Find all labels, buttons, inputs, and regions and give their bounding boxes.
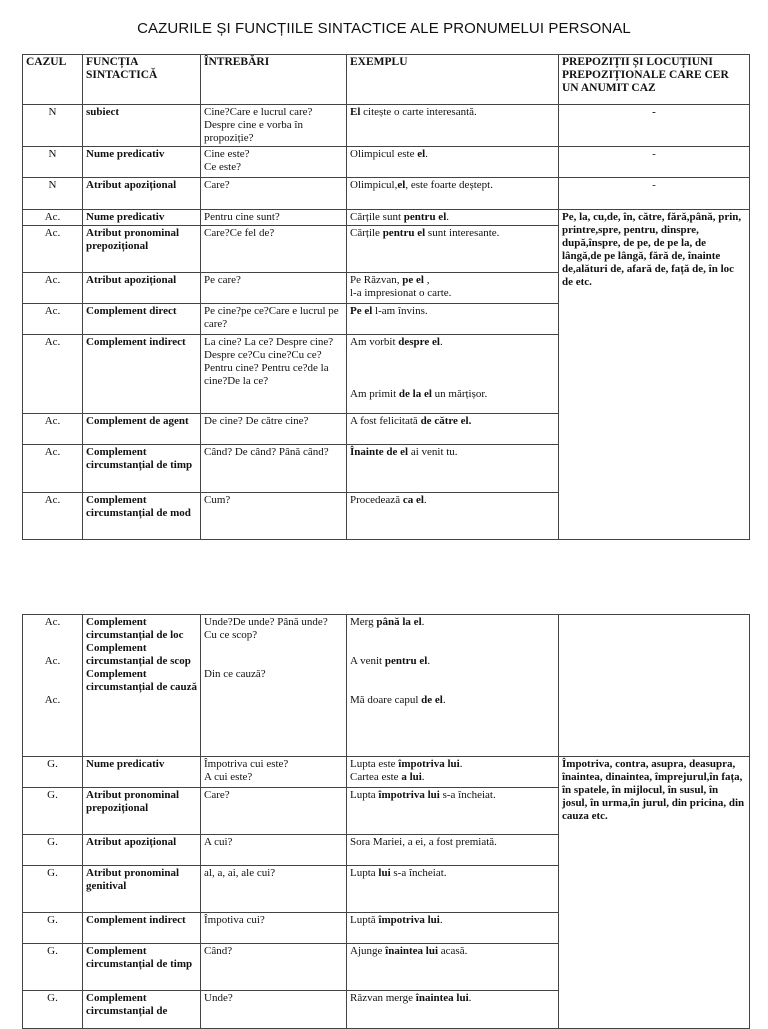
question-text: Cine?Care e lucrul care? [204, 106, 313, 118]
question-text: Când? De când? Până când? [204, 446, 329, 458]
emphasized-pronoun: împotriva lui [378, 789, 440, 801]
example-text: Răzvan merge [350, 992, 416, 1004]
cell-prepozitii-dash: - [559, 147, 750, 178]
emphasized-pronoun: el [417, 148, 426, 160]
cell-functia: Complement circumstanțial de timp [83, 445, 201, 493]
example-text: Ajunge [350, 945, 386, 957]
cell-caz: G. [23, 944, 83, 991]
emphasized-pronoun: lui [378, 867, 391, 879]
table-row [23, 615, 750, 757]
cell-intrebari [201, 944, 347, 991]
cell-exemplu [347, 304, 559, 335]
cell-prepozitii-dash: - [559, 178, 750, 210]
emphasized-pronoun: a lui [401, 771, 422, 783]
cell-functia: Complement circumstanțial de [83, 991, 201, 1029]
question-text: Pe care? [204, 274, 241, 286]
cell-functia: Complement circumstanțial de scop [86, 642, 191, 667]
cell-exemplu [347, 445, 559, 493]
cell-exemplu [347, 493, 559, 540]
example-text: . [427, 655, 431, 667]
cell-intrebari [201, 757, 347, 788]
dash-mark: - [652, 106, 656, 118]
example-text: l-a impresionat o carte. [350, 287, 452, 299]
cell-intrebari [201, 913, 347, 944]
cell-caz: Ac. [23, 445, 83, 493]
cell-intrebari [201, 414, 347, 445]
cell-caz: Ac. [23, 414, 83, 445]
cell-functia: Complement de agent [83, 414, 201, 445]
table-row [23, 105, 750, 147]
cell-functia: Complement circumstanțial de timp [83, 944, 201, 991]
question-text: Despre cine e vorba în propoziție? [204, 119, 303, 144]
example-text: Merg [350, 616, 377, 628]
page-title: CAZURILE ȘI FUNCȚIILE SINTACTICE ALE PRONUMELUI PERSONAL [137, 20, 631, 37]
emphasized-pronoun: de către el. [420, 415, 472, 427]
example-text: , este foarte deștept. [405, 179, 493, 191]
question-text: Pe cine?pe ce?Care e lucrul pe care? [204, 305, 339, 330]
header-row [23, 55, 750, 105]
question-text: Cine este? [204, 148, 250, 160]
example-text: Lupta [350, 867, 379, 879]
cell-caz: N [23, 178, 83, 210]
cell-intrebari [201, 226, 347, 273]
cell-intrebari: Din ce cauză? [204, 668, 266, 680]
cell-intrebari [201, 273, 347, 304]
cell-exemplu [347, 178, 559, 210]
cell-exemplu [347, 991, 559, 1029]
cell-functia: Atribut pronominal prepozițional [83, 226, 201, 273]
cell-caz: G. [23, 788, 83, 835]
syntax-table-1 [22, 54, 750, 540]
cell-exemplu [347, 757, 559, 788]
cell-caz: G. [23, 913, 83, 944]
cell-exemplu-group [347, 615, 559, 757]
cell-intrebari [201, 991, 347, 1029]
emphasized-pronoun: ca el [402, 494, 424, 506]
emphasized-pronoun: Pe el [350, 305, 373, 317]
example-text: . [459, 758, 463, 770]
example-text: . [425, 148, 428, 160]
question-text: Ce este? [204, 161, 241, 173]
header-exemplu: EXEMPLU [347, 55, 559, 105]
emphasized-pronoun: pentru el [382, 227, 426, 239]
cell-caz: Ac. [23, 304, 83, 335]
cell-intrebari [201, 788, 347, 835]
example-text: Olimpicul este [350, 148, 418, 160]
cell-intrebari [201, 493, 347, 540]
example-text: A venit [350, 655, 385, 667]
syntax-table-2 [22, 614, 750, 1029]
cell-intrebari [201, 866, 347, 913]
cell-caz: Ac. [23, 210, 83, 226]
cell-intrebari [201, 210, 347, 226]
cell-prepozitii-genitiv: Împotriva, contra, asupra, deasupra, înaintea, dinaintea, împrejurul,în fața, în spatele, în mijlocul, în susul, în josul, în urma,în jurul, din pricina, din cauza etc. [559, 757, 750, 1029]
question-text: Împotriva cui este? [204, 758, 289, 770]
cell-functia: Atribut pronominal genitival [83, 866, 201, 913]
cell-exemplu [347, 147, 559, 178]
example-text: Olimpicul, [350, 179, 398, 191]
cell-intrebari-group [201, 615, 347, 757]
cell-exemplu [347, 414, 559, 445]
cell-functia: Atribut apozițional [83, 178, 201, 210]
example-text: sunt interesante. [425, 227, 500, 239]
example-text: Mă doare capul [350, 694, 422, 706]
example-text: . [446, 211, 450, 223]
example-text: . [421, 616, 425, 628]
cell-caz: G. [23, 991, 83, 1029]
example-text: . [421, 771, 425, 783]
emphasized-pronoun: pentru el [384, 655, 428, 667]
example-text: Am primit [350, 388, 399, 400]
cell-exemplu [347, 944, 559, 991]
table-row [23, 757, 750, 788]
example-text: Luptă [350, 914, 379, 926]
cell-functia: Complement direct [83, 304, 201, 335]
cell-functia: Complement circumstanțial de loc [86, 616, 184, 641]
question-text: Unde? [204, 992, 233, 1004]
cell-prepozitii-dash [559, 105, 750, 147]
example-text: A fost felicitată [350, 415, 421, 427]
question-text: A cui este? [204, 771, 253, 783]
example-text: acasă. [438, 945, 468, 957]
cell-functia-group [83, 615, 201, 757]
cell-caz: N [23, 147, 83, 178]
question-text: A cui? [204, 836, 233, 848]
example-text: . [423, 494, 427, 506]
cell-intrebari [201, 335, 347, 414]
question-text: Împotiva cui? [204, 914, 265, 926]
cell-intrebari [201, 445, 347, 493]
header-prepozitii: PREPOZIȚII ȘI LOCUȚIUNI PREPOZIȚIONALE CARE CER UN ANUMIT CAZ [559, 55, 750, 105]
example-text: un mărțișor. [431, 388, 488, 400]
example-text: l-am învins. [372, 305, 428, 317]
cell-exemplu [347, 273, 559, 304]
question-text: Care?Ce fel de? [204, 227, 275, 239]
cell-functia: Complement indirect [83, 335, 201, 414]
header-caz: CAZUL [23, 55, 83, 105]
example-text: . [468, 992, 472, 1004]
header-intrebari: ÎNTREBĂRI [201, 55, 347, 105]
cell-intrebari: Unde?De unde? Până unde? [204, 616, 328, 628]
header-functia: FUNCȚIA SINTACTICĂ [83, 55, 201, 105]
emphasized-pronoun: împotriva lui [398, 758, 460, 770]
emphasized-pronoun: înaintea lui [415, 992, 469, 1004]
example-text: Lupta este [350, 758, 399, 770]
question-text: Pentru cine sunt? [204, 211, 280, 223]
cell-caz: Ac. [23, 335, 83, 414]
cell-exemplu [350, 616, 555, 629]
emphasized-pronoun: pe el [402, 274, 424, 286]
example-text: Pe Răzvan, [350, 274, 403, 286]
cell-intrebari [201, 147, 347, 178]
emphasized-pronoun: El [350, 106, 361, 118]
question-text: Când? [204, 945, 233, 957]
question-text: La cine? La ce? Despre cine? Despre ce?Cu cine?Cu ce?Pentru cine? Pentru ce?de la cine?De la ce? [204, 336, 334, 387]
cell-caz-group [23, 615, 83, 757]
emphasized-pronoun: de la el [398, 388, 432, 400]
example-text: ai venit tu. [408, 446, 458, 458]
cell-functia: Nume predicativ [83, 757, 201, 788]
cell-prepozitii-acuzativ: Pe, la, cu,de, în, către, fără,până, prin, printre,spre, pentru, dinspre, după,înspre, de pe, de pe la, de lângă,de pe lângă, fără de, înainte de,alături de, afară de, față de, în loc de etc. [559, 210, 750, 540]
cell-exemplu [347, 788, 559, 835]
example-text: s-a încheiat. [439, 789, 496, 801]
cell-exemplu [347, 866, 559, 913]
question-text: Care? [204, 179, 230, 191]
emphasized-pronoun: de el [421, 694, 443, 706]
example-text: Lupta [350, 789, 379, 801]
question-text: al, a, ai, ale cui? [204, 867, 276, 879]
cell-functia: Complement circumstanțial de cauză [86, 668, 198, 693]
cell-caz: Ac. [44, 616, 61, 628]
emphasized-pronoun: Înainte de el [350, 446, 409, 458]
cell-caz: Ac. [44, 655, 61, 667]
cell-exemplu [347, 913, 559, 944]
question-text: Cum? [204, 494, 231, 506]
cell-exemplu [350, 694, 555, 707]
emphasized-pronoun: pentru el [403, 211, 447, 223]
cell-intrebari: Cu ce scop? [204, 629, 258, 641]
cell-functia: Atribut apozițional [83, 835, 201, 866]
cell-functia: Complement circumstanțial de mod [83, 493, 201, 540]
example-text: citește o carte interesantă. [360, 106, 477, 118]
table-row [23, 210, 750, 226]
cell-functia: Atribut pronominal prepozițional [83, 788, 201, 835]
cell-prepozitii-empty [559, 615, 750, 757]
cell-functia: Atribut apozițional [83, 273, 201, 304]
emphasized-pronoun: el [397, 179, 406, 191]
example-text: . [439, 336, 443, 348]
example-text: Cărțile [350, 227, 383, 239]
cell-caz: G. [23, 866, 83, 913]
cell-intrebari [201, 178, 347, 210]
cell-caz: G. [23, 757, 83, 788]
cell-exemplu [347, 335, 559, 414]
example-text: . [439, 914, 443, 926]
example-text: s-a încheiat. [390, 867, 447, 879]
cell-functia: subiect [83, 105, 201, 147]
emphasized-pronoun: până la el [376, 616, 422, 628]
cell-exemplu [347, 210, 559, 226]
cell-exemplu [350, 655, 555, 668]
cell-intrebari [201, 835, 347, 866]
table-row [23, 178, 750, 210]
cell-functia: Nume predicativ [83, 210, 201, 226]
cell-intrebari [201, 105, 347, 147]
example-text: Cărțile sunt [350, 211, 404, 223]
cell-exemplu [347, 105, 559, 147]
cell-exemplu [347, 226, 559, 273]
cell-functia: Nume predicativ [83, 147, 201, 178]
question-text: De cine? De către cine? [204, 415, 309, 427]
cell-caz: Ac. [23, 273, 83, 304]
example-text: , [423, 274, 430, 286]
cell-caz: Ac. [23, 493, 83, 540]
cell-caz: G. [23, 835, 83, 866]
cell-caz: N [23, 105, 83, 147]
example-text: Cartea este [350, 771, 402, 783]
emphasized-pronoun: împotriva lui [378, 914, 440, 926]
question-text: Care? [204, 789, 230, 801]
cell-intrebari [201, 304, 347, 335]
example-text: . [442, 694, 446, 706]
cell-caz: Ac. [44, 694, 61, 706]
cell-functia: Complement indirect [83, 913, 201, 944]
example-text: Sora Mariei, a ei, a fost premiată. [350, 836, 497, 848]
example-text: Am vorbit [350, 336, 399, 348]
cell-exemplu [347, 835, 559, 866]
emphasized-pronoun: înaintea lui [385, 945, 439, 957]
table-row [23, 147, 750, 178]
emphasized-pronoun: despre el [398, 336, 440, 348]
example-text: Procedează [350, 494, 403, 506]
cell-caz: Ac. [23, 226, 83, 273]
